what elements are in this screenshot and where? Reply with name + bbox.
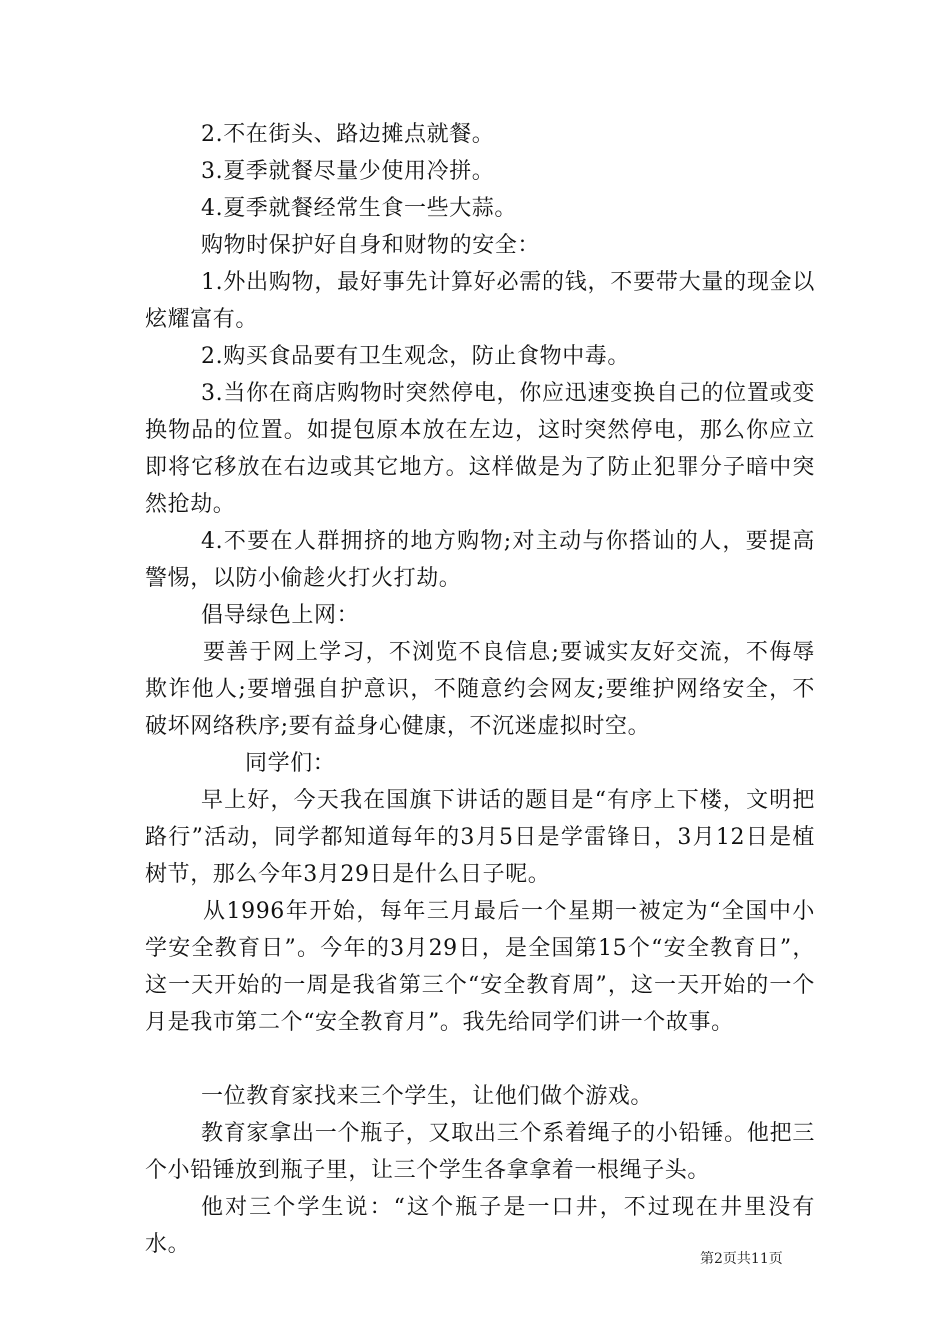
paragraph-12: 早上好，今天我在国旗下讲话的题目是“有序上下楼，文明把路行”活动，同学都知道每年的3月5日是学雷锋日，3月12日是植树节，那么今年3月29日是什么日子呢。 — [145, 788, 815, 887]
page-number-footer: 第2页共11页 — [700, 1251, 783, 1267]
paragraph-14: 一位教育家找来三个学生，让他们做个游戏。 — [201, 1084, 654, 1109]
paragraph-11: 同学们： — [245, 751, 336, 776]
paragraph-5: 1.外出购物，最好事先计算好必需的钱，不要带大量的现金以炫耀富有。 — [145, 270, 815, 332]
paragraph-2: 3.夏季就餐尽量少使用冷拼。 — [201, 159, 495, 184]
paragraph-15: 教育家拿出一个瓶子，又取出三个系着绳子的小铅锤。他把三个小铅锤放到瓶子里，让三个学生各拿拿着一根绳子头。 — [145, 1121, 815, 1183]
paragraph-13: 从1996年开始，每年三月最后一个星期一被定为“全国中小学安全教育日”。今年的3月29日，是全国第15个“安全教育日”，这一天开始的一周是我省第三个“安全教育周”，这一天开始的一个月是我市第二个“安全教育月”。我先给同学们讲一个故事。 — [145, 899, 815, 1035]
paragraph-7: 3.当你在商店购物时突然停电，你应迅速变换自己的位置或变换物品的位置。如提包原本放在左边，这时突然停电，那么你应立即将它移放在右边或其它地方。这样做是为了防止犯罪分子暗中突然抢劫。 — [145, 381, 815, 517]
paragraph-1: 2.不在街头、路边摊点就餐。 — [201, 122, 495, 147]
paragraph-8: 4.不要在人群拥挤的地方购物;对主动与你搭讪的人，要提高警惕，以防小偷趁火打火打劫。 — [145, 529, 815, 591]
paragraph-10: 要善于网上学习，不浏览不良信息;要诚实友好交流，不侮辱欺诈他人;要增强自护意识，不随意约会网友;要维护网络安全，不破坏网络秩序;要有益身心健康，不沉迷虚拟时空。 — [145, 640, 815, 739]
paragraph-4: 购物时保护好自身和财物的安全： — [201, 233, 541, 258]
paragraph-16: 他对三个学生说：“这个瓶子是一口井，不过现在井里没有水。 — [145, 1195, 815, 1257]
paragraph-9: 倡导绿色上网： — [201, 603, 360, 628]
paragraph-6: 2.购买食品要有卫生观念，防止食物中毒。 — [201, 344, 630, 369]
paragraph-3: 4.夏季就餐经常生食一些大蒜。 — [201, 196, 517, 221]
